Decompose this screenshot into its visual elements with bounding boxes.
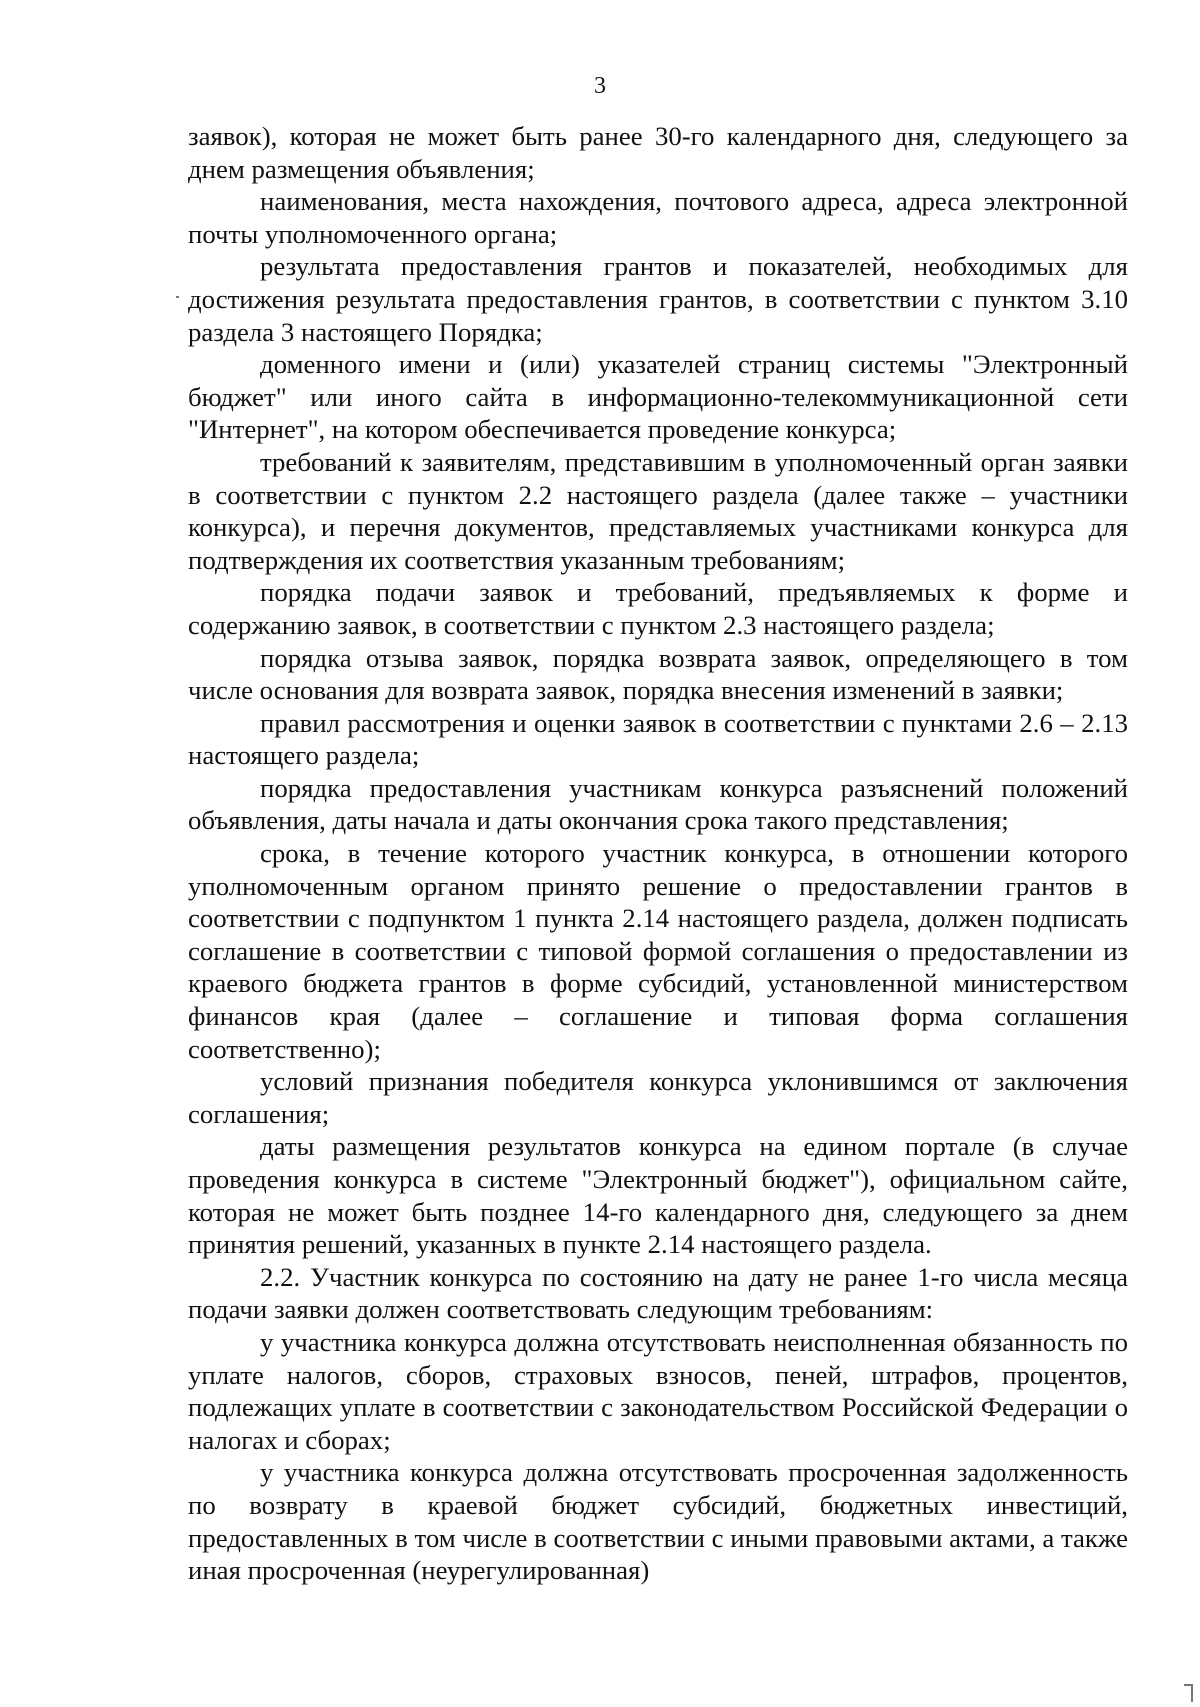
paragraph: заявок), которая не может быть ранее 30-го календарного дня, следующего за днем размещения объявления; <box>188 121 1128 184</box>
paragraph: результата предоставления грантов и показателей, необходимых для достижения результата предоставления грантов, в соответствии с пунктом 3.10 раздела 3 настоящего Порядка; <box>188 251 1128 347</box>
paragraph: требований к заявителям, представившим в уполномоченный орган заявки в соответствии с пунктом 2.2 настоящего раздела (далее также – участники конкурса), и перечня документов, представляемых участниками конкурса для подтверждения их соответствия указанным требованиям; <box>188 446 1128 575</box>
paragraph: даты размещения результатов конкурса на едином портале (в случае проведения конкурса в системе "Электронный бюджет"), официальном сайте, которая не может быть позднее 14-го календарного дня, следующего за днем принятия решений, указанных в пункте 2.14 настоящего раздела. <box>188 1131 1128 1260</box>
paragraph: наименования, места нахождения, почтового адреса, адреса электронной почты уполномоченного органа; <box>188 186 1128 249</box>
page-number: 3 <box>594 73 606 99</box>
scan-artifact <box>1184 1684 1193 1686</box>
paragraph: условий признания победителя конкурса уклонившимся от заключения соглашения; <box>188 1066 1128 1129</box>
paragraph: 2.2. Участник конкурса по состоянию на дату не ранее 1-го числа месяца подачи заявки должен соответствовать следующим требованиям: <box>188 1261 1128 1325</box>
paragraph: порядка предоставления участникам конкурса разъяснений положений объявления, даты начала и даты окончания срока такого представления; <box>188 772 1128 836</box>
paragraph: у участника конкурса должна отсутствовать просроченная задолженность по возврату в краевой бюджет субсидий, бюджетных инвестиций, предоставленных в том числе в соответствии с иными правовыми актами, а также иная просроченная (неурегулированная) <box>188 1457 1128 1586</box>
paragraph: правил рассмотрения и оценки заявок в соответствии с пунктами 2.6 – 2.13 настоящего раздела; <box>188 707 1128 771</box>
document-body <box>188 120 1128 1587</box>
paragraph: порядка отзыва заявок, порядка возврата заявок, определяющего в том числе основания для возврата заявок, порядка внесения изменений в заявки; <box>188 642 1128 706</box>
paragraph: порядка подачи заявок и требований, предъявляемых к форме и содержанию заявок, в соответствии с пунктом 2.3 настоящего раздела; <box>188 577 1128 640</box>
scan-artifact <box>176 296 179 298</box>
scan-artifact <box>1191 1684 1193 1702</box>
paragraph: у участника конкурса должна отсутствовать неисполненная обязанность по уплате налогов, сборов, страховых взносов, пеней, штрафов, процентов, подлежащих уплате в соответствии с законодательством Российской Федерации о налогах и сборах; <box>188 1326 1128 1455</box>
paragraph: доменного имени и (или) указателей страниц системы "Электронный бюджет" или иного сайта в информационно-телекоммуникационной сети "Интернет", на котором обеспечивается проведение конкурса; <box>188 349 1128 445</box>
paragraph: срока, в течение которого участник конкурса, в отношении которого уполномоченным органом принято решение о предоставлении грантов в соответствии с подпунктом 1 пункта 2.14 настоящего раздела, должен подписать соглашение в соответствии с типовой формой соглашения о предоставлении из краевого бюджета грантов в форме субсидий, установленной министерством финансов края (далее – соглашение и типовая форма соглашения соответственно); <box>188 838 1128 1064</box>
